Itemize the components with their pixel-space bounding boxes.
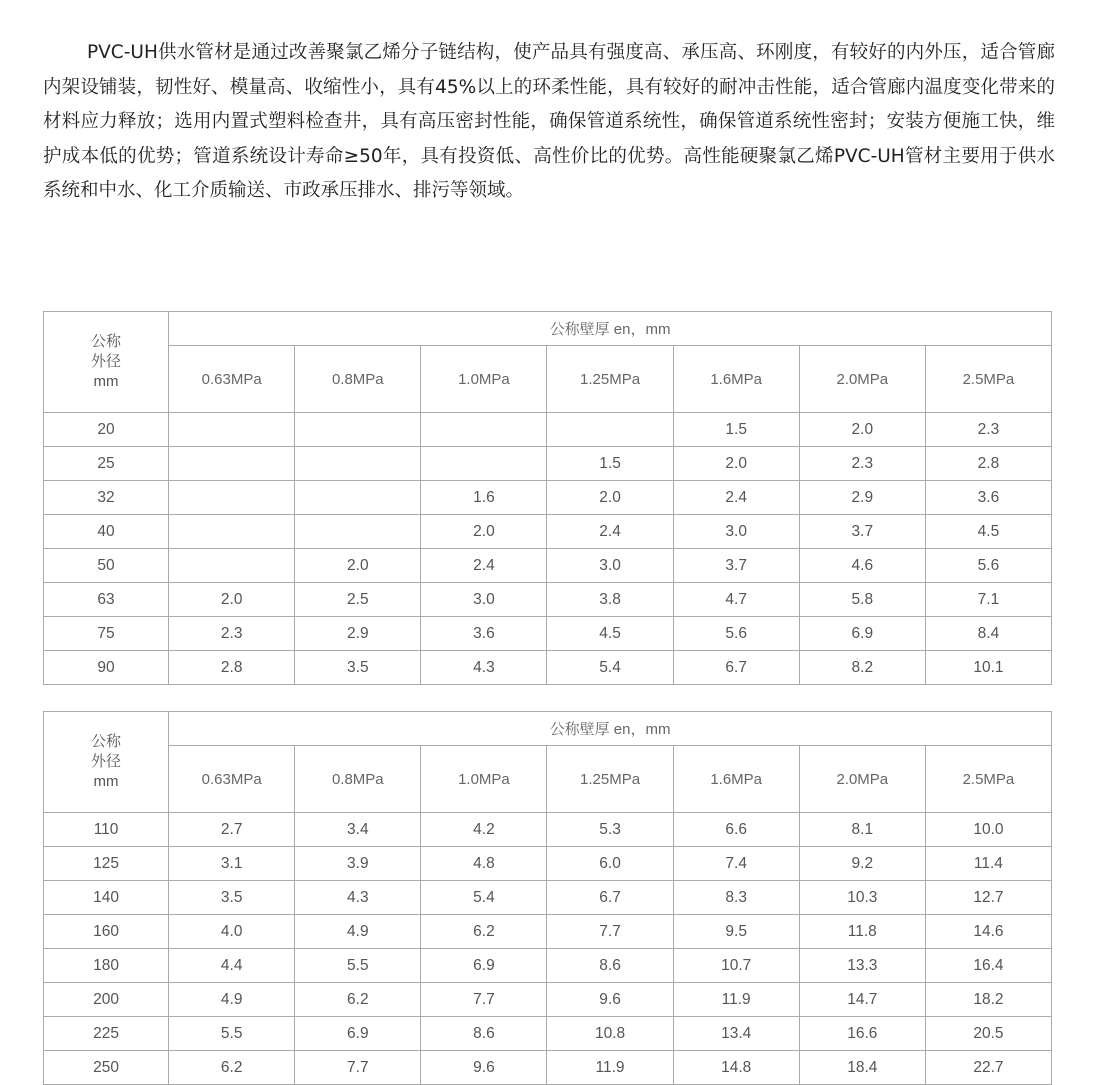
nominal-diameter-cell: 140 <box>44 881 169 915</box>
wall-thickness-cell: 5.4 <box>421 881 547 915</box>
wall-thickness-cell: 2.3 <box>169 617 295 651</box>
table-row <box>44 651 1052 685</box>
pressure-header: 1.0MPa <box>421 746 547 813</box>
wall-thickness-cell: 2.8 <box>925 447 1051 481</box>
wall-thickness-cell <box>421 447 547 481</box>
intro-paragraph: PVC-UH供水管材是通过改善聚氯乙烯分子链结构，使产品具有强度高、承压高、环刚度，有较好的内外压，适合管廊内架设铺装，韧性好、模量高、收缩性小，具有45%以上的环柔性能，具有较好的耐冲击性能，适合管廊内温度变化带来的材料应力释放；选用内置式塑料检查井，具有高压密封性能，确保管道系统性，确保管道系统性密封；安装方便施工快，维护成本低的优势；管道系统设计寿命≥50年，具有投资低、高性价比的优势。高性能硬聚氯乙烯PVC-UH管材主要用于供水系统和中水、化工介质输送、市政承压排水、排污等领域。 <box>43 42 1055 202</box>
wall-thickness-cell: 2.9 <box>295 617 421 651</box>
pressure-header: 2.5MPa <box>925 346 1051 413</box>
nominal-diameter-cell: 125 <box>44 847 169 881</box>
nominal-diameter-cell: 20 <box>44 413 169 447</box>
wall-thickness-cell <box>169 549 295 583</box>
wall-thickness-cell: 13.3 <box>799 949 925 983</box>
pressure-header: 0.63MPa <box>169 346 295 413</box>
wall-thickness-cell: 4.4 <box>169 949 295 983</box>
wall-thickness-cell: 3.6 <box>421 617 547 651</box>
wall-thickness-cell: 3.1 <box>169 847 295 881</box>
wall-thickness-cell: 3.7 <box>799 515 925 549</box>
table-row <box>44 881 1052 915</box>
wall-thickness-cell <box>169 481 295 515</box>
nominal-diameter-cell: 200 <box>44 983 169 1017</box>
corner-label-line: 公称 <box>91 733 122 750</box>
table-row <box>44 515 1052 549</box>
wall-thickness-cell: 2.8 <box>169 651 295 685</box>
wall-thickness-cell: 4.9 <box>295 915 421 949</box>
pressure-header: 1.25MPa <box>547 346 673 413</box>
pressure-header: 2.5MPa <box>925 746 1051 813</box>
wall-thickness-cell: 3.0 <box>421 583 547 617</box>
wall-thickness-cell: 5.3 <box>547 813 673 847</box>
table-row <box>44 481 1052 515</box>
wall-thickness-cell: 6.9 <box>421 949 547 983</box>
nominal-diameter-cell: 160 <box>44 915 169 949</box>
wall-thickness-cell: 16.6 <box>799 1017 925 1051</box>
wall-thickness-group-header: 公称壁厚 en，mm <box>169 712 1052 746</box>
wall-thickness-cell: 8.6 <box>421 1017 547 1051</box>
wall-thickness-cell: 1.6 <box>421 481 547 515</box>
wall-thickness-cell: 8.4 <box>925 617 1051 651</box>
wall-thickness-cell: 12.7 <box>925 881 1051 915</box>
wall-thickness-cell: 5.6 <box>673 617 799 651</box>
pressure-header: 0.8MPa <box>295 346 421 413</box>
wall-thickness-cell: 6.9 <box>799 617 925 651</box>
nominal-diameter-cell: 40 <box>44 515 169 549</box>
nominal-diameter-cell: 50 <box>44 549 169 583</box>
wall-thickness-cell: 2.4 <box>547 515 673 549</box>
wall-thickness-cell: 20.5 <box>925 1017 1051 1051</box>
wall-thickness-cell: 10.0 <box>925 813 1051 847</box>
wall-thickness-cell: 1.5 <box>673 413 799 447</box>
nominal-diameter-header <box>44 312 169 413</box>
wall-thickness-cell: 3.9 <box>295 847 421 881</box>
wall-thickness-cell: 5.5 <box>295 949 421 983</box>
nominal-diameter-header <box>44 712 169 813</box>
wall-thickness-cell: 8.1 <box>799 813 925 847</box>
wall-thickness-cell: 10.1 <box>925 651 1051 685</box>
nominal-diameter-cell: 32 <box>44 481 169 515</box>
wall-thickness-cell: 10.3 <box>799 881 925 915</box>
wall-thickness-cell: 18.2 <box>925 983 1051 1017</box>
wall-thickness-cell: 4.3 <box>295 881 421 915</box>
wall-thickness-cell: 4.9 <box>169 983 295 1017</box>
corner-label-line: mm <box>93 773 119 790</box>
wall-thickness-cell: 14.8 <box>673 1051 799 1085</box>
pressure-header: 2.0MPa <box>799 346 925 413</box>
wall-thickness-cell: 2.7 <box>169 813 295 847</box>
wall-thickness-cell: 3.0 <box>547 549 673 583</box>
pressure-header: 0.8MPa <box>295 746 421 813</box>
wall-thickness-cell <box>547 413 673 447</box>
wall-thickness-cell: 11.9 <box>547 1051 673 1085</box>
corner-label-line: mm <box>93 373 119 390</box>
wall-thickness-cell: 2.4 <box>673 481 799 515</box>
nominal-diameter-cell: 75 <box>44 617 169 651</box>
wall-thickness-cell: 6.9 <box>295 1017 421 1051</box>
wall-thickness-cell: 8.6 <box>547 949 673 983</box>
wall-thickness-cell: 9.5 <box>673 915 799 949</box>
table-row <box>44 617 1052 651</box>
wall-thickness-cell: 2.0 <box>799 413 925 447</box>
wall-thickness-cell: 3.5 <box>169 881 295 915</box>
pressure-header: 1.0MPa <box>421 346 547 413</box>
wall-thickness-cell: 18.4 <box>799 1051 925 1085</box>
wall-thickness-cell: 2.0 <box>169 583 295 617</box>
wall-thickness-cell: 3.6 <box>925 481 1051 515</box>
wall-thickness-cell <box>169 515 295 549</box>
pressure-header: 1.6MPa <box>673 346 799 413</box>
nominal-diameter-cell: 25 <box>44 447 169 481</box>
wall-thickness-cell: 7.4 <box>673 847 799 881</box>
table-row <box>44 1017 1052 1051</box>
nominal-diameter-cell: 63 <box>44 583 169 617</box>
wall-thickness-cell: 16.4 <box>925 949 1051 983</box>
wall-thickness-cell: 14.6 <box>925 915 1051 949</box>
wall-thickness-cell: 11.8 <box>799 915 925 949</box>
wall-thickness-cell: 5.5 <box>169 1017 295 1051</box>
wall-thickness-cell: 6.2 <box>169 1051 295 1085</box>
wall-thickness-cell: 2.0 <box>421 515 547 549</box>
wall-thickness-cell: 6.0 <box>547 847 673 881</box>
table-row <box>44 1051 1052 1085</box>
table-row <box>44 813 1052 847</box>
wall-thickness-cell: 4.3 <box>421 651 547 685</box>
wall-thickness-cell <box>169 447 295 481</box>
table-row <box>44 549 1052 583</box>
wall-thickness-cell: 1.5 <box>547 447 673 481</box>
pressure-header: 1.25MPa <box>547 746 673 813</box>
wall-thickness-cell: 7.1 <box>925 583 1051 617</box>
wall-thickness-cell: 11.4 <box>925 847 1051 881</box>
wall-thickness-cell: 9.2 <box>799 847 925 881</box>
table-row <box>44 583 1052 617</box>
nominal-diameter-cell: 250 <box>44 1051 169 1085</box>
wall-thickness-cell: 2.4 <box>421 549 547 583</box>
wall-thickness-cell: 8.3 <box>673 881 799 915</box>
table-row <box>44 447 1052 481</box>
wall-thickness-cell: 2.3 <box>925 413 1051 447</box>
pressure-header: 1.6MPa <box>673 746 799 813</box>
wall-thickness-cell: 2.5 <box>295 583 421 617</box>
wall-thickness-cell: 6.7 <box>673 651 799 685</box>
wall-thickness-cell: 4.6 <box>799 549 925 583</box>
wall-thickness-table-small <box>43 311 1052 685</box>
wall-thickness-cell: 14.7 <box>799 983 925 1017</box>
nominal-diameter-cell: 110 <box>44 813 169 847</box>
wall-thickness-cell: 7.7 <box>547 915 673 949</box>
wall-thickness-cell: 2.0 <box>673 447 799 481</box>
table-row <box>44 983 1052 1017</box>
table-row <box>44 915 1052 949</box>
wall-thickness-cell: 3.7 <box>673 549 799 583</box>
corner-label-line: 公称 <box>91 333 122 350</box>
wall-thickness-cell: 6.2 <box>295 983 421 1017</box>
nominal-diameter-cell: 180 <box>44 949 169 983</box>
wall-thickness-cell: 5.4 <box>547 651 673 685</box>
wall-thickness-cell: 7.7 <box>421 983 547 1017</box>
table-row <box>44 949 1052 983</box>
wall-thickness-cell: 5.8 <box>799 583 925 617</box>
table-row <box>44 847 1052 881</box>
wall-thickness-cell: 6.6 <box>673 813 799 847</box>
wall-thickness-cell: 2.9 <box>799 481 925 515</box>
pressure-header: 2.0MPa <box>799 746 925 813</box>
wall-thickness-cell: 6.2 <box>421 915 547 949</box>
wall-thickness-cell: 4.7 <box>673 583 799 617</box>
wall-thickness-cell <box>295 515 421 549</box>
wall-thickness-cell <box>295 413 421 447</box>
wall-thickness-cell: 3.5 <box>295 651 421 685</box>
wall-thickness-cell: 7.7 <box>295 1051 421 1085</box>
wall-thickness-cell: 4.5 <box>925 515 1051 549</box>
corner-label-line: 外径 <box>91 353 122 370</box>
wall-thickness-cell: 13.4 <box>673 1017 799 1051</box>
nominal-diameter-cell: 225 <box>44 1017 169 1051</box>
wall-thickness-cell: 3.4 <box>295 813 421 847</box>
wall-thickness-cell <box>295 481 421 515</box>
wall-thickness-cell <box>295 447 421 481</box>
wall-thickness-cell: 2.3 <box>799 447 925 481</box>
wall-thickness-table-large <box>43 711 1052 1085</box>
wall-thickness-cell: 2.0 <box>295 549 421 583</box>
wall-thickness-cell: 4.2 <box>421 813 547 847</box>
wall-thickness-cell: 3.0 <box>673 515 799 549</box>
corner-label-line: 外径 <box>91 753 122 770</box>
wall-thickness-cell: 3.8 <box>547 583 673 617</box>
wall-thickness-cell: 10.7 <box>673 949 799 983</box>
table-row <box>44 413 1052 447</box>
wall-thickness-cell <box>421 413 547 447</box>
wall-thickness-cell: 10.8 <box>547 1017 673 1051</box>
pressure-header: 0.63MPa <box>169 746 295 813</box>
wall-thickness-cell: 11.9 <box>673 983 799 1017</box>
wall-thickness-cell: 2.0 <box>547 481 673 515</box>
nominal-diameter-cell: 90 <box>44 651 169 685</box>
wall-thickness-cell: 6.7 <box>547 881 673 915</box>
wall-thickness-group-header: 公称壁厚 en，mm <box>169 312 1052 346</box>
wall-thickness-cell: 9.6 <box>547 983 673 1017</box>
wall-thickness-cell: 9.6 <box>421 1051 547 1085</box>
wall-thickness-cell <box>169 413 295 447</box>
wall-thickness-cell: 22.7 <box>925 1051 1051 1085</box>
wall-thickness-cell: 4.8 <box>421 847 547 881</box>
wall-thickness-cell: 4.0 <box>169 915 295 949</box>
wall-thickness-cell: 8.2 <box>799 651 925 685</box>
wall-thickness-cell: 5.6 <box>925 549 1051 583</box>
wall-thickness-cell: 4.5 <box>547 617 673 651</box>
